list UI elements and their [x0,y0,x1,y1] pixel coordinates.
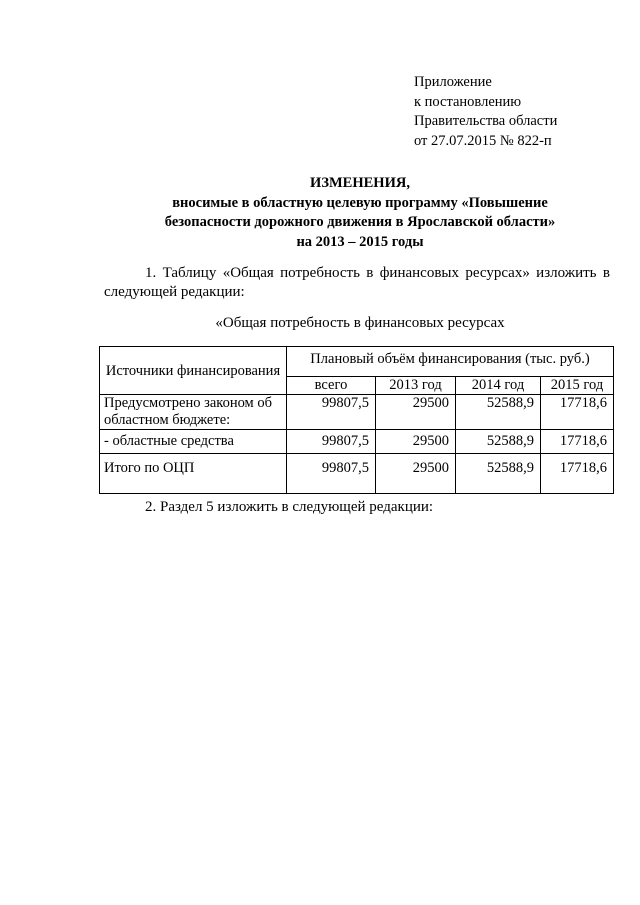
paragraph-word: в [366,265,374,281]
title-line: ИЗМЕНЕНИЯ, [310,175,410,191]
cell-2015: 17718,6 [541,454,614,494]
paragraph-word: в [602,265,610,281]
column-header-2015: 2015 год [541,377,614,395]
paragraph-word: ресурсах» [465,265,530,281]
cell-2014: 52588,9 [456,395,541,430]
appendix-line: к постановлению [414,93,522,110]
title-line: вносимые в областную целевую программу «Повышение [172,194,548,211]
appendix-line: от 27.07.2015 № 822-п [414,132,552,149]
title-line: на 2013 – 2015 годы [296,233,424,250]
row-source: Итого по ОЦП [100,454,287,494]
cell-2015: 17718,6 [541,395,614,430]
table-row [100,454,614,494]
cell-2014: 52588,9 [456,454,541,494]
document-title [100,174,620,252]
appendix-block [414,73,557,151]
cell-2013: 29500 [376,430,456,454]
title-line: безопасности дорожного движения в Ярославской области» [164,214,556,230]
paragraph-1 [104,264,610,302]
row-source: Предусмотрено законом об областном бюджете: [100,395,287,430]
table-row [100,430,614,454]
cell-2014: 52588,9 [456,430,541,454]
paragraph-word: финансовых [379,265,459,281]
table-header-row [100,347,614,377]
table-caption: «Общая потребность в финансовых ресурсах [215,315,505,331]
appendix-line: Приложение [414,74,492,90]
cell-total: 99807,5 [287,395,376,430]
paragraph-word: изложить [536,265,597,281]
paragraph-word: «Общая [222,265,274,281]
column-header-2013: 2013 год [376,377,456,395]
paragraph-word: 1. [145,265,157,281]
paragraph-2: 2. Раздел 5 изложить в следующей редакции: [145,499,434,515]
paragraph-1-line-1 [104,264,610,283]
financing-table [99,346,614,494]
row-source: - областные средства [100,430,287,454]
cell-total: 99807,5 [287,454,376,494]
cell-total: 99807,5 [287,430,376,454]
cell-2015: 17718,6 [541,430,614,454]
cell-2013: 29500 [376,395,456,430]
column-header-total: всего [287,377,376,395]
column-header-2014: 2014 год [456,377,541,395]
source-header: Источники финансирования [100,347,287,395]
plan-header: Плановый объём финансирования (тыс. руб.) [287,347,614,377]
table-row [100,395,614,430]
appendix-line: Правительства области [414,113,558,129]
paragraph-1-line-2: следующей редакции: [104,284,245,300]
paragraph-word: потребность [280,265,360,281]
cell-2013: 29500 [376,454,456,494]
paragraph-word: Таблицу [162,265,217,281]
